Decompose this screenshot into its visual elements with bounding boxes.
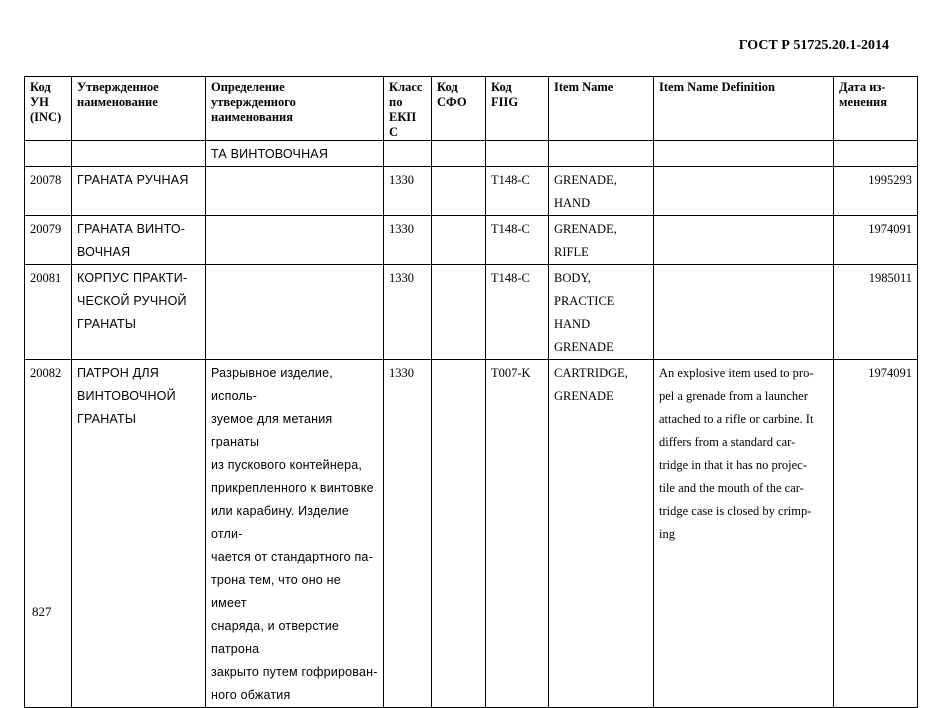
cell-date: 1974091 — [834, 216, 918, 265]
cell-name — [72, 141, 206, 167]
header-class — [384, 77, 432, 141]
cell-definition-line: Разрывное изделие, исполь- — [211, 366, 333, 403]
cell-item-name-line: GRENADE, — [554, 173, 617, 187]
cell-item-name-line: BODY, — [554, 271, 591, 285]
header-line: (INC) — [30, 110, 62, 124]
cell-definition-line: из пускового контейнера, — [211, 458, 363, 472]
table-row — [25, 216, 918, 265]
header-item-name — [549, 77, 654, 141]
cell-definition — [206, 216, 384, 265]
header-item-definition — [654, 77, 834, 141]
header-line: Код — [437, 80, 458, 94]
table-row — [25, 265, 918, 360]
cell-definition — [206, 360, 384, 708]
cell-date: 1985011 — [834, 265, 918, 360]
cell-class: 1330 — [384, 265, 432, 360]
cell-sfo — [432, 360, 486, 708]
cell-sfo — [432, 216, 486, 265]
cell-sfo — [432, 141, 486, 167]
cell-item-definition — [654, 167, 834, 216]
header-line: по — [389, 95, 403, 109]
cell-definition-line: зуемое для метания гранаты — [211, 412, 333, 449]
cell-definition-line: трона тем, что оно не имеет — [211, 573, 341, 610]
cell-class: 1330 — [384, 216, 432, 265]
header-line: Утвержденное — [77, 80, 159, 94]
cell-name-line: КОРПУС ПРАКТИ- — [77, 271, 188, 285]
header-definition — [206, 77, 384, 141]
cell-definition-line: чается от стандартного па- — [211, 550, 373, 564]
cell-item-name — [549, 360, 654, 708]
cell-fiig — [486, 141, 549, 167]
cell-item-name-line: CARTRIDGE, — [554, 366, 628, 380]
cell-definition: ТА ВИНТОВОЧНАЯ — [206, 141, 384, 167]
cell-class — [384, 141, 432, 167]
header-line: FIIG — [491, 95, 519, 109]
cell-item-definition-line: differs from a standard car- — [659, 435, 796, 449]
cell-item-name — [549, 265, 654, 360]
cell-item-name — [549, 141, 654, 167]
document-standard-header: ГОСТ Р 51725.20.1-2014 — [738, 38, 889, 53]
header-fiig — [486, 77, 549, 141]
cell-code: 20079 — [25, 216, 72, 265]
cell-code: 20078 — [25, 167, 72, 216]
cell-item-definition-line: tridge in that it has no projec- — [659, 458, 807, 472]
table-header-row — [25, 77, 918, 141]
cell-name-line: ВОЧНАЯ — [77, 245, 131, 259]
cell-class: 1330 — [384, 360, 432, 708]
cell-class: 1330 — [384, 167, 432, 216]
cell-item-name-line: HAND — [554, 317, 591, 331]
cell-item-name-line: HAND — [554, 196, 591, 210]
cell-item-definition — [654, 360, 834, 708]
header-line: наименования — [211, 110, 294, 124]
table-row — [25, 360, 918, 708]
cell-definition-line: ного обжатия — [211, 688, 291, 702]
cell-definition-line: закрыто путем гофрирован- — [211, 665, 378, 679]
cell-name-line: ГРАНАТЫ — [77, 412, 137, 426]
cell-definition-line: или карабину. Изделие отли- — [211, 504, 350, 541]
cell-definition — [206, 265, 384, 360]
cell-item-definition-line: tridge case is closed by crimp- — [659, 504, 812, 518]
cell-item-name-line: PRACTICE — [554, 294, 615, 308]
cell-name-line: ЧЕСКОЙ РУЧНОЙ — [77, 294, 187, 308]
cell-item-definition-line: An explosive item used to pro- — [659, 366, 814, 380]
header-line: утвержденного — [211, 95, 296, 109]
cell-code: 20082 — [25, 360, 72, 708]
header-name — [72, 77, 206, 141]
cell-name — [72, 216, 206, 265]
cell-item-definition — [654, 216, 834, 265]
header-line: УН — [30, 95, 49, 109]
cell-item-definition-line: attached to a rifle or carbine. It — [659, 412, 814, 426]
cell-definition-line: прикрепленного к винтовке — [211, 481, 374, 495]
cell-date: 1974091 — [834, 360, 918, 708]
cell-date: 1995293 — [834, 167, 918, 216]
cell-name-line: ГРАНАТА РУЧНАЯ — [77, 173, 189, 187]
header-line: С — [389, 125, 399, 139]
page-number: 827 — [32, 604, 52, 619]
cell-fiig: T148-C — [486, 265, 549, 360]
cell-code — [25, 141, 72, 167]
header-line: наименование — [77, 95, 158, 109]
cell-item-definition-line: pel a grenade from a launcher — [659, 389, 808, 403]
header-line: Определение — [211, 80, 285, 94]
cell-sfo — [432, 167, 486, 216]
cell-item-name-line: GRENADE — [554, 389, 614, 403]
header-line: Код — [30, 80, 51, 94]
header-sfo — [432, 77, 486, 141]
header-line: ЕКП — [389, 110, 417, 124]
header-line: Дата из- — [839, 80, 886, 94]
header-line: СФО — [437, 95, 467, 109]
header-code — [25, 77, 72, 141]
cell-item-name-line: GRENADE — [554, 340, 614, 354]
cell-item-definition-line: tile and the mouth of the car- — [659, 481, 804, 495]
cell-item-name-line: GRENADE, — [554, 222, 617, 236]
header-line: Item Name — [554, 80, 614, 94]
cell-item-name — [549, 167, 654, 216]
cell-fiig: T148-C — [486, 216, 549, 265]
cell-code: 20081 — [25, 265, 72, 360]
catalog-table — [24, 76, 918, 708]
header-line: Item Name Definition — [659, 80, 775, 94]
cell-name-line: ПАТРОН ДЛЯ — [77, 366, 159, 380]
cell-fiig: T007-K — [486, 360, 549, 708]
header-line: Класс — [389, 80, 423, 94]
cell-item-name-line: RIFLE — [554, 245, 589, 259]
cell-date — [834, 141, 918, 167]
header-line: менения — [839, 95, 887, 109]
continuation-row — [25, 141, 918, 167]
table-row — [25, 167, 918, 216]
cell-definition — [206, 167, 384, 216]
cell-name-line: ВИНТОВОЧНОЙ — [77, 389, 176, 403]
cell-name-line: ГРАНАТЫ — [77, 317, 137, 331]
cell-name — [72, 167, 206, 216]
header-date — [834, 77, 918, 141]
cell-name — [72, 265, 206, 360]
cell-item-definition — [654, 265, 834, 360]
cell-name — [72, 360, 206, 708]
header-line: Код — [491, 80, 512, 94]
cell-item-definition-line: ing — [659, 527, 675, 541]
cell-sfo — [432, 265, 486, 360]
cell-definition-line: снаряда, и отверстие патрона — [211, 619, 340, 656]
cell-item-definition — [654, 141, 834, 167]
cell-name-line: ГРАНАТА ВИНТО- — [77, 222, 186, 236]
cell-item-name — [549, 216, 654, 265]
cell-fiig: T148-C — [486, 167, 549, 216]
